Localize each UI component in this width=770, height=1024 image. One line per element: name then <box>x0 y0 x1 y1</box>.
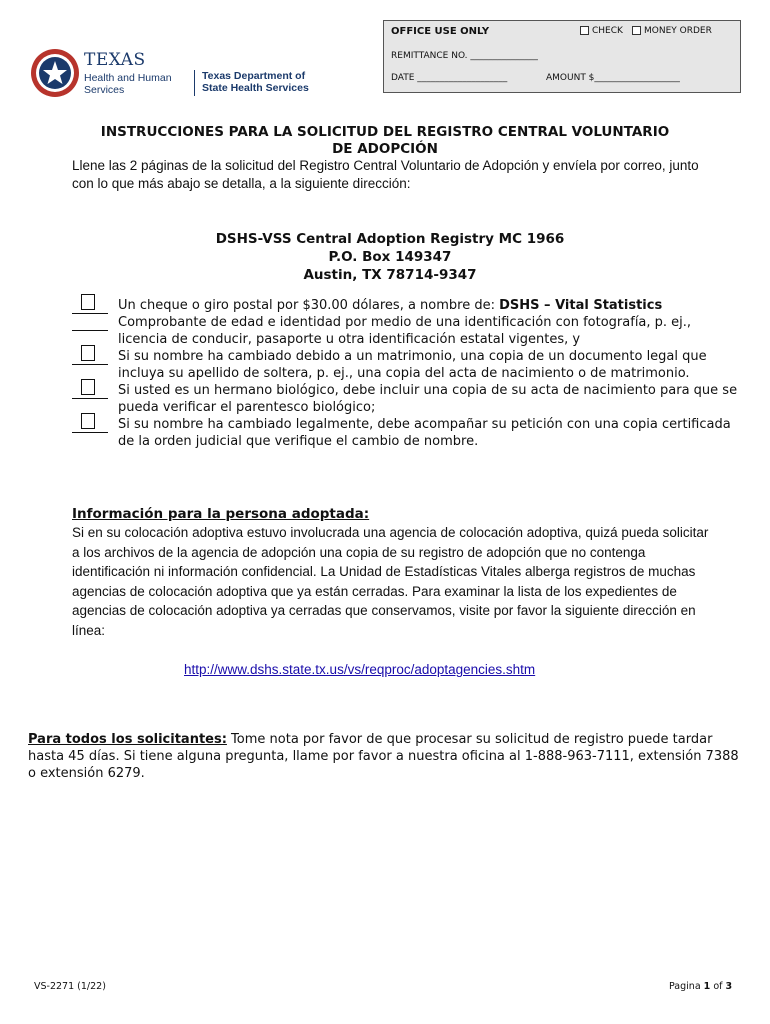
checklist-bold-text: DSHS – Vital Statistics <box>499 298 663 313</box>
hhs-label: Health and Human Services <box>84 72 172 96</box>
remittance-field: REMITTANCE NO. _______________ <box>391 51 538 61</box>
checklist-item <box>72 314 742 348</box>
money-order-option <box>632 26 712 36</box>
checklist-item <box>72 348 742 382</box>
dshs-label: Texas Department of State Health Services <box>202 70 309 94</box>
agency-logo <box>30 46 309 102</box>
page-number: 1 <box>703 981 711 992</box>
checklist-text: Si usted es un hermano biológico, debe incluir una copia de su acta de nacimiento para que se pueda verificar el parentesco biológico; <box>118 383 738 415</box>
checklist-text: Un cheque o giro postal por $30.00 dólares, a nombre de: <box>118 298 500 313</box>
address-line-1: DSHS-VSS Central Adoption Registry MC 1966 <box>215 231 565 247</box>
checklist-text: Si su nombre ha cambiado debido a un matrimonio, una copia de un documento legal que incluya su apellido de soltera, p. ej., una copia del acta de nacimiento o de matrimonio. <box>118 349 707 381</box>
page-total: 3 <box>725 981 733 992</box>
check-label: CHECK <box>592 26 623 36</box>
checkbox[interactable] <box>72 382 108 399</box>
checklist-text: Si su nombre ha cambiado legalmente, debe acompañar su petición con una copia certificada de la orden judicial que verifique el cambio de nombre. <box>118 417 731 449</box>
office-use-box <box>383 20 741 93</box>
page-indicator <box>669 981 732 992</box>
checklist-item <box>72 416 742 450</box>
checkbox[interactable] <box>72 297 108 314</box>
checklist-text: Comprobante de edad e identidad por medio de una identificación con fotografía, p. ej., licencia de conducir, pasaporte u otra identificación estatal vigentes, y <box>118 315 692 347</box>
logo-divider <box>194 70 195 96</box>
money-order-label: MONEY ORDER <box>644 26 712 36</box>
adoptee-paragraph: Si en su colocación adoptiva estuvo involucrada una agencia de colocación adoptiva, quizá pueda solicitar a los archivos de la agencia de adopción una copia de su registro de adopción que no contenga identificación ni información confidencial. La Unidad de Estadísticas Vitales alberga registros de muchas agencias de colocación adoptiva que ya están cerradas. Para examinar la lista de los expedientes de agencias de colocación adoptiva ya cerradas que conservamos, visite por favor la siguiente dirección en línea: <box>72 525 709 638</box>
all-applicants-note <box>28 731 743 782</box>
checkbox[interactable] <box>72 416 108 433</box>
all-applicants-text: Tome nota por favor de que procesar su solicitud de registro puede tardar hasta 45 días. Si tiene alguna pregunta, llame por favor a nuestra oficina al 1-888-963-7111, extensión 7388 o extensión 6279. <box>28 732 739 781</box>
title-line-1: INSTRUCCIONES PARA LA SOLICITUD DEL REGISTRO CENTRAL VOLUNTARIO <box>100 124 670 140</box>
address-line-3: Austin, TX 78714-9347 <box>303 267 477 283</box>
check-checkbox[interactable] <box>580 26 589 35</box>
date-field: DATE ____________________ <box>391 73 508 83</box>
checklist-item <box>72 382 742 416</box>
checkbox[interactable] <box>72 314 108 331</box>
check-option <box>580 26 623 36</box>
texas-star-seal-icon <box>30 48 80 98</box>
all-applicants-label: Para todos los solicitantes: <box>28 732 227 747</box>
checklist-item <box>72 297 742 314</box>
form-id: VS-2271 (1/22) <box>34 981 106 992</box>
page-title <box>60 124 710 158</box>
money-order-checkbox[interactable] <box>632 26 641 35</box>
texas-wordmark: TEXAS <box>84 50 146 70</box>
adoption-agencies-link[interactable]: http://www.dshs.state.tx.us/vs/reqproc/adoptagencies.shtm <box>184 662 536 677</box>
adoptee-heading: Información para la persona adoptada: <box>72 506 370 522</box>
amount-field: AMOUNT $___________________ <box>546 73 680 83</box>
checkbox[interactable] <box>72 348 108 365</box>
requirements-checklist <box>72 297 742 450</box>
of-word: of <box>713 981 723 992</box>
office-use-title: OFFICE USE ONLY <box>391 26 490 37</box>
intro-paragraph: Llene las 2 páginas de la solicitud del Registro Central Voluntario de Adopción y envíela por correo, junto con lo que más abajo se detalla, a la siguiente dirección: <box>72 158 699 191</box>
title-line-2: DE ADOPCIÓN <box>332 141 438 157</box>
mailing-address <box>120 230 660 284</box>
address-line-2: P.O. Box 149347 <box>328 249 452 265</box>
page-word: Pagina <box>669 981 701 992</box>
